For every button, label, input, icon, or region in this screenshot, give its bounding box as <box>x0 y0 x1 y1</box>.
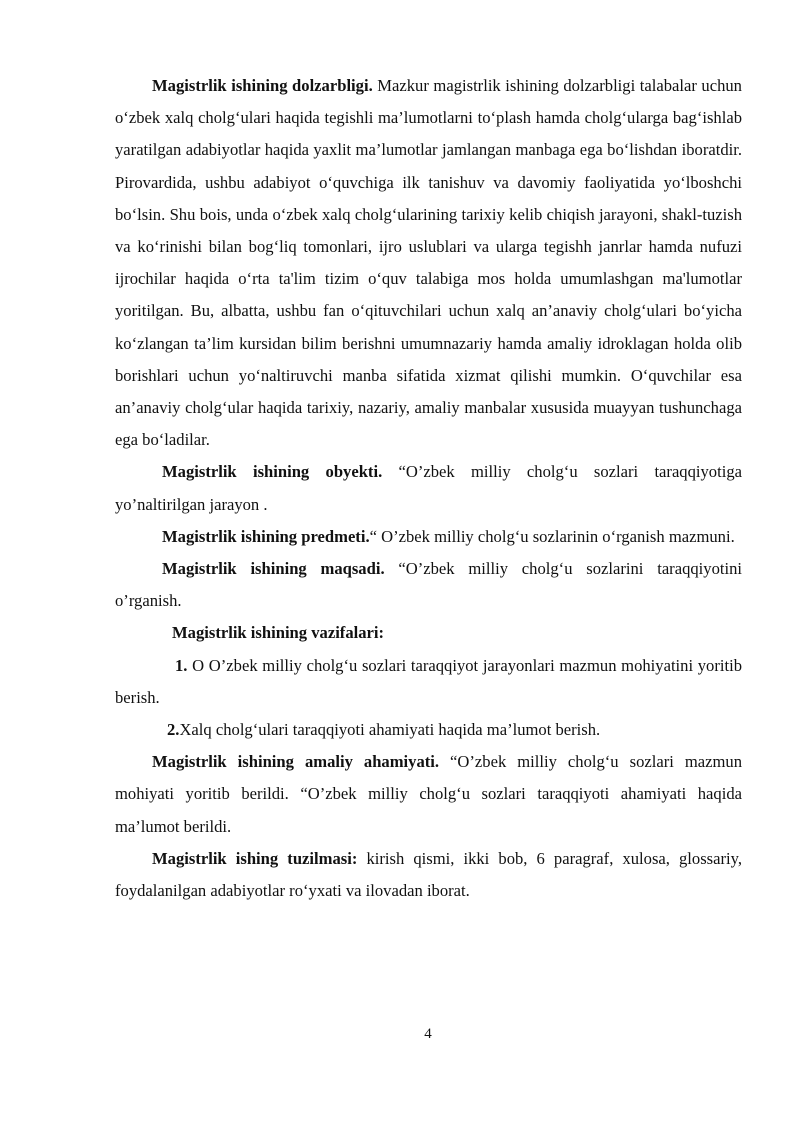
text-structure: kirish qismi, ikki bob, 6 paragraf, xulosa, glossariy, foydalanilgan adabiyotlar ro‘yxati va ilovadan iborat. <box>115 848 743 901</box>
heading-structure: Magistrlik ishing tuzilmasi: <box>152 848 358 868</box>
heading-practical: Magistrlik ishining amaliy ahamiyati. <box>152 752 440 772</box>
paragraph-task-1 <box>115 650 742 714</box>
heading-subject: Magistrlik ishining predmeti. <box>162 526 370 546</box>
document-page <box>115 70 742 907</box>
task-2-text: Xalq cholg‘ulari taraqqiyoti ahamiyati haqida ma’lumot berish. <box>179 720 601 740</box>
text-relevance: Mazkur magistrlik ishining dolzarbligi talabalar uchun o‘zbek xalq cholg‘ulari haqida tegishli ma’lumotlarni to‘plash hamda cholg‘ularga bag‘ishlab yaratilgan adabiyotlar haqida yaxlit ma’lumotlar jamlangan manbaga ega bo‘lishdan iboratdir. Pirovardida, ushbu adabiyot o‘quvchiga ilk tanishuv va davomiy faoliyatida yo‘lboshchi bo‘lsin. Shu bois, unda o‘zbek xalq cholg‘ularining tarixiy kelib chiqish jarayoni, shakl-tuzish va ko‘rinishi bilan bog‘liq tomonlari, ijro uslublari va ularga tegishh janrlar hamda nufuzi ijrochilar haqida o‘rta ta'lim tizim o‘quv talabiga mos holda umumlashgan ma'lumotlar yoritilgan. Bu, albatta, ushbu fan o‘qituvchilari uchun xalq an’anaviy cholg‘ulari bo‘yicha ko‘zlangan ta’lim kursidan bilim berishni umumnazariy hamda amaliy idroklagan holda olib borishlari uchun yo‘naltiruvchi manba sifatida xizmat qilishi mumkin. O‘quvchilar esa an’anaviy cholg‘ular haqida tarixiy, nazariy, amaliy manbalar xususida muayyan tushunchaga ega bo‘ladilar. <box>115 76 742 450</box>
heading-goal: Magistrlik ishining maqsadi. <box>162 559 385 579</box>
task-2-number: 2. <box>167 720 180 740</box>
text-object: “O’zbek milliy cholg‘u sozlari taraqqiyotiga yo’naltirilgan jarayon . <box>115 462 742 514</box>
paragraph-subject <box>115 521 742 553</box>
text-practical: “O’zbek milliy cholg‘u sozlari mazmun mohiyati yoritib berildi. “O’zbek milliy cholg‘u sozlari taraqqiyoti ahamiyati haqida ma’lumot berildi. <box>115 752 742 836</box>
paragraph-structure <box>115 843 742 907</box>
paragraph-task-2 <box>115 714 742 746</box>
page-number: 4 <box>424 1026 432 1042</box>
paragraph-goal <box>115 553 742 617</box>
paragraph-tasks-heading <box>115 617 742 649</box>
heading-object: Magistrlik ishining obyekti. <box>162 462 383 482</box>
heading-relevance: Magistrlik ishining dolzarbligi. <box>152 76 373 95</box>
text-subject: “ O’zbek milliy cholg‘u sozlarinin o‘rganish mazmuni. <box>369 526 735 546</box>
heading-tasks: Magistrlik ishining vazifalari: <box>172 623 385 643</box>
task-1-number: 1. <box>175 655 188 675</box>
paragraph-practical <box>115 746 742 843</box>
paragraph-relevance <box>115 70 742 456</box>
task-1-text: O O’zbek milliy cholg‘u sozlari taraqqiyot jarayonlari mazmun mohiyatini yoritib berish. <box>115 655 742 707</box>
text-goal: “O’zbek milliy cholg‘u sozlarini taraqqiyotini o’rganish. <box>115 559 742 611</box>
paragraph-object <box>115 456 742 520</box>
